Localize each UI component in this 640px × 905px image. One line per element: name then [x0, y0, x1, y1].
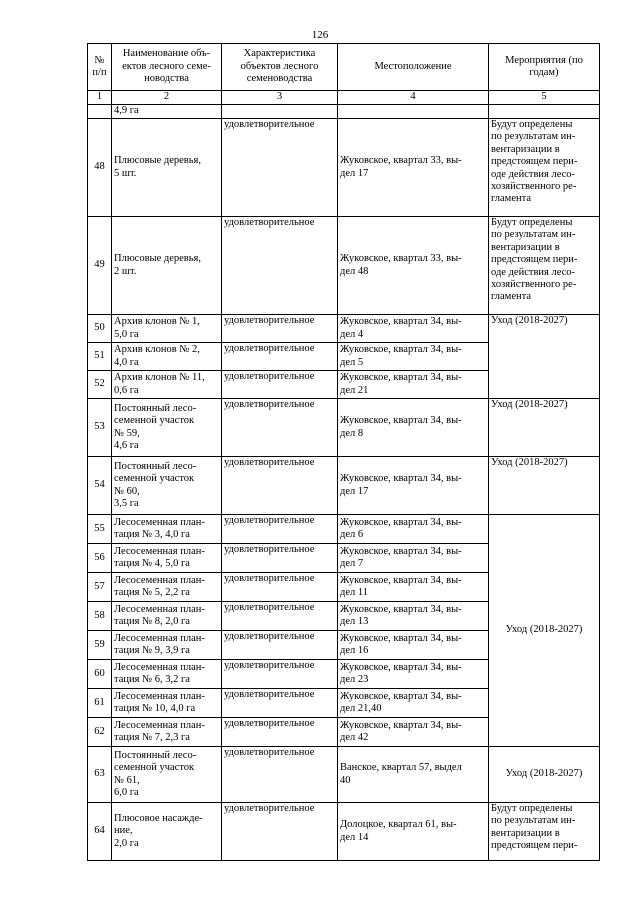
activity-cell: Уход (2018-2027) [489, 315, 600, 399]
characteristic-cell: удовлетворительное [222, 660, 338, 689]
location-cell: Жуковское, квартал 34, вы- дел 8 [338, 399, 489, 457]
column-number: 1 [88, 91, 112, 105]
location-cell: Жуковское, квартал 34, вы- дел 17 [338, 457, 489, 515]
characteristic-cell: удовлетворительное [222, 515, 338, 544]
activity-cell: Уход (2018-2027) [489, 515, 600, 747]
activity-cell: Будут определены по результатам ин- вентаризации в предстоящем пери- [489, 803, 600, 861]
row-number: 50 [88, 315, 112, 343]
location-cell: Жуковское, квартал 34, вы- дел 4 [338, 315, 489, 343]
characteristic-cell: удовлетворительное [222, 689, 338, 718]
name-cell: Лесосеменная план- тация № 3, 4,0 га [112, 515, 222, 544]
table-row [88, 315, 600, 343]
row-number: 60 [88, 660, 112, 689]
characteristic-cell: удовлетворительное [222, 747, 338, 803]
characteristic-cell: удовлетворительное [222, 315, 338, 343]
table-row [88, 747, 600, 803]
name-cell: Плюсовые деревья, 2 шт. [112, 217, 222, 315]
row-number: 57 [88, 573, 112, 602]
row-number: 62 [88, 718, 112, 747]
row-number: 48 [88, 119, 112, 217]
header-activities: Мероприятия (по годам) [489, 44, 600, 91]
characteristic-cell: удовлетворительное [222, 457, 338, 515]
column-number: 5 [489, 91, 600, 105]
table-row [88, 217, 600, 315]
row-number: 55 [88, 515, 112, 544]
characteristic-cell: удовлетворительное [222, 803, 338, 861]
characteristic-cell: удовлетворительное [222, 399, 338, 457]
table-row [88, 105, 600, 119]
row-number: 64 [88, 803, 112, 861]
column-number: 4 [338, 91, 489, 105]
column-number-row [88, 91, 600, 105]
table-row [88, 119, 600, 217]
row-number: 56 [88, 544, 112, 573]
location-cell: Жуковское, квартал 34, вы- дел 23 [338, 660, 489, 689]
table-row [88, 399, 600, 457]
header-number: № п/п [88, 44, 112, 91]
activity-cell: Уход (2018-2027) [489, 747, 600, 803]
row-number: 51 [88, 343, 112, 371]
name-cell: Лесосеменная план- тация № 5, 2,2 га [112, 573, 222, 602]
characteristic-cell: удовлетворительное [222, 718, 338, 747]
row-number: 59 [88, 631, 112, 660]
location-cell: Жуковское, квартал 34, вы- дел 7 [338, 544, 489, 573]
location-cell: Жуковское, квартал 33, вы- дел 17 [338, 119, 489, 217]
seed-objects-table [87, 43, 600, 861]
characteristic-cell: удовлетворительное [222, 544, 338, 573]
location-cell: Ванское, квартал 57, выдел 40 [338, 747, 489, 803]
location-cell: Жуковское, квартал 34, вы- дел 42 [338, 718, 489, 747]
activity-cell: Уход (2018-2027) [489, 399, 600, 457]
name-cell: Архив клонов № 11, 0,6 га [112, 371, 222, 399]
row-number: 53 [88, 399, 112, 457]
name-cell: 4,9 га [112, 105, 222, 119]
characteristic-cell: удовлетворительное [222, 119, 338, 217]
row-number: 58 [88, 602, 112, 631]
name-cell: Лесосеменная план- тация № 9, 3,9 га [112, 631, 222, 660]
location-cell: Жуковское, квартал 33, вы- дел 48 [338, 217, 489, 315]
name-cell: Лесосеменная план- тация № 7, 2,3 га [112, 718, 222, 747]
name-cell: Лесосеменная план- тация № 10, 4,0 га [112, 689, 222, 718]
location-cell: Жуковское, квартал 34, вы- дел 13 [338, 602, 489, 631]
name-cell: Лесосеменная план- тация № 4, 5,0 га [112, 544, 222, 573]
row-number: 63 [88, 747, 112, 803]
location-cell: Жуковское, квартал 34, вы- дел 5 [338, 343, 489, 371]
page-number: 126 [311, 29, 329, 41]
column-number: 3 [222, 91, 338, 105]
activity-cell: Будут определены по результатам ин- вентаризации в предстоящем пери- оде действия лесо- хозяйственного ре- гламента [489, 119, 600, 217]
location-cell: Жуковское, квартал 34, вы- дел 16 [338, 631, 489, 660]
header-location: Местоположение [338, 44, 489, 91]
column-number: 2 [112, 91, 222, 105]
row-number: 61 [88, 689, 112, 718]
location-cell: Жуковское, квартал 34, вы- дел 21 [338, 371, 489, 399]
location-cell: Жуковское, квартал 34, вы- дел 6 [338, 515, 489, 544]
table-row [88, 515, 600, 544]
row-number: 52 [88, 371, 112, 399]
activity-cell: Будут определены по результатам ин- вентаризации в предстоящем пери- оде действия лесо- хозяйственного ре- гламента [489, 217, 600, 315]
header-row [88, 44, 600, 91]
characteristic-cell: удовлетворительное [222, 217, 338, 315]
characteristic-cell: удовлетворительное [222, 631, 338, 660]
name-cell: Лесосеменная план- тация № 8, 2,0 га [112, 602, 222, 631]
location-cell: Жуковское, квартал 34, вы- дел 11 [338, 573, 489, 602]
activity-cell: Уход (2018-2027) [489, 457, 600, 515]
location-cell: Долоцкое, квартал 61, вы- дел 14 [338, 803, 489, 861]
name-cell: Архив клонов № 1, 5,0 га [112, 315, 222, 343]
name-cell: Плюсовое насажде- ние, 2,0 га [112, 803, 222, 861]
characteristic-cell: удовлетворительное [222, 602, 338, 631]
row-number: 54 [88, 457, 112, 515]
name-cell: Архив клонов № 2, 4,0 га [112, 343, 222, 371]
name-cell: Постоянный лесо- семенной участок № 61, 6,0 га [112, 747, 222, 803]
table-row [88, 457, 600, 515]
header-characteristic: Характеристика объектов лесного семеноводства [222, 44, 338, 91]
name-cell: Плюсовые деревья, 5 шт. [112, 119, 222, 217]
name-cell: Постоянный лесо- семенной участок № 59, 4,6 га [112, 399, 222, 457]
characteristic-cell: удовлетворительное [222, 371, 338, 399]
header-object-name: Наименование объ- ектов лесного семе- новодства [112, 44, 222, 91]
name-cell: Постоянный лесо- семенной участок № 60, 3,5 га [112, 457, 222, 515]
characteristic-cell: удовлетворительное [222, 573, 338, 602]
characteristic-cell: удовлетворительное [222, 343, 338, 371]
name-cell: Лесосеменная план- тация № 6, 3,2 га [112, 660, 222, 689]
table-row [88, 803, 600, 861]
row-number: 49 [88, 217, 112, 315]
location-cell: Жуковское, квартал 34, вы- дел 21,40 [338, 689, 489, 718]
